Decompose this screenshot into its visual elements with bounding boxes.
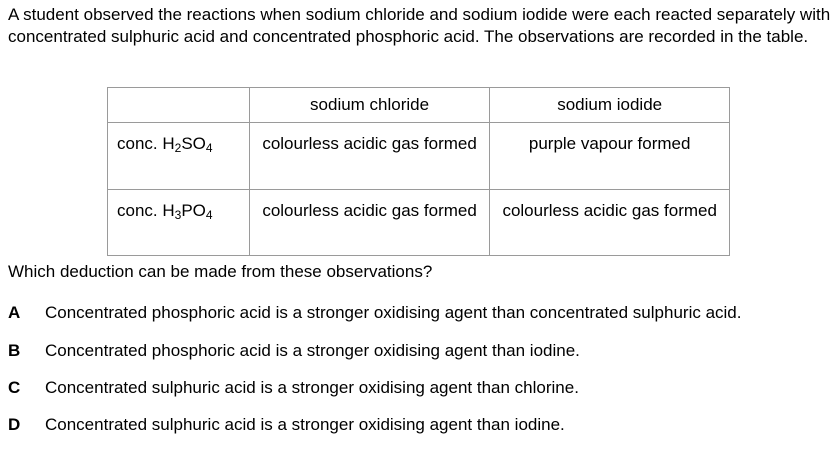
cell-phosphoric-sodium-iodide: colourless acidic gas formed [490,190,730,256]
answer-option-b[interactable] [8,340,580,362]
table-header-row [108,88,730,123]
option-letter: B [8,341,21,360]
answer-option-c[interactable] [8,377,579,399]
table-row [108,123,730,190]
table-header-empty [108,88,250,123]
cell-sulphuric-sodium-iodide: purple vapour formed [490,123,730,190]
row-label-phosphoric-acid: conc. $H_3PO_4$ [108,190,250,256]
option-letter: A [8,303,21,322]
table-header-sodium-iodide: sodium iodide [490,88,730,123]
cell-phosphoric-sodium-chloride: colourless acidic gas formed [249,190,490,256]
option-text: Concentrated sulphuric acid is a stronger oxidising agent than iodine. [45,415,565,434]
observations-table [107,87,730,256]
question-text: Which deduction can be made from these observations? [8,262,433,281]
answer-option-d[interactable] [8,414,565,436]
row-label-sulphuric-acid: conc. $H_2SO_4$ [108,123,250,190]
cell-sulphuric-sodium-chloride: colourless acidic gas formed [249,123,490,190]
option-text: Concentrated phosphoric acid is a stronger oxidising agent than concentrated sulphuric acid. [45,303,742,322]
question-intro: A student observed the reactions when sodium chloride and sodium iodide were each reacted separately with concentrated sulphuric acid and concentrated phosphoric acid. The observations are recorded in the table. [8,5,831,46]
answer-option-a[interactable] [8,302,741,324]
table-header-sodium-chloride: sodium chloride [249,88,490,123]
table-row [108,190,730,256]
option-text: Concentrated phosphoric acid is a stronger oxidising agent than iodine. [45,341,580,360]
option-letter: C [8,378,21,397]
option-text: Concentrated sulphuric acid is a stronger oxidising agent than chlorine. [45,378,579,397]
option-letter: D [8,415,21,434]
